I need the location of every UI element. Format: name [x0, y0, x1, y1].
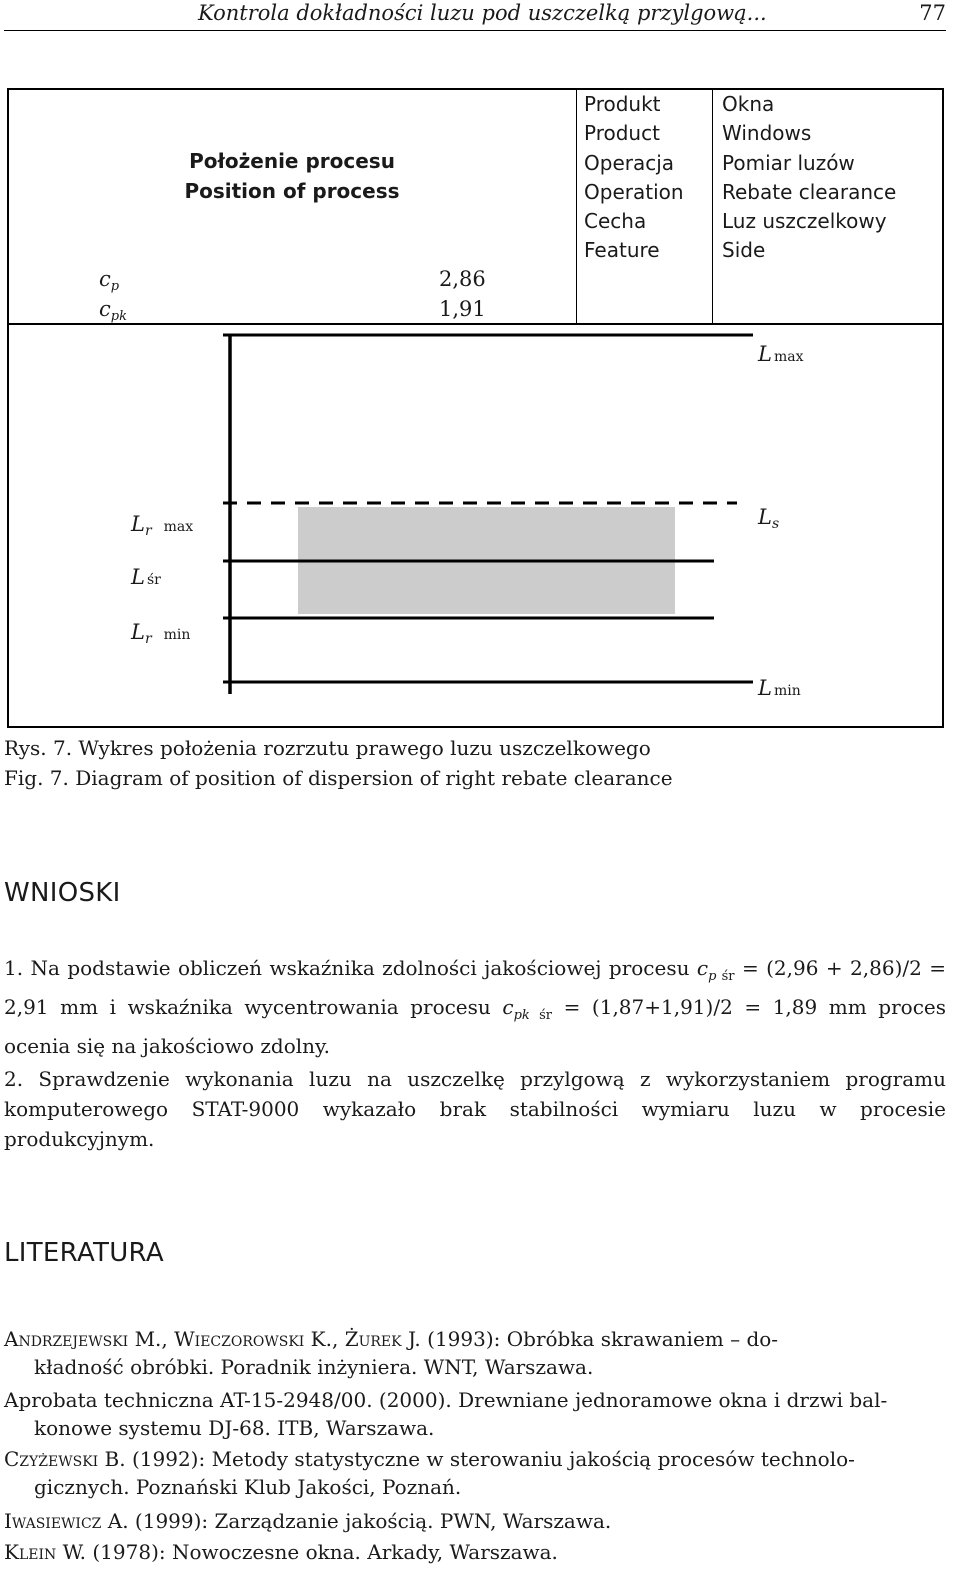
col2-row-4: Rebate clearance [722, 179, 897, 204]
col2-row-5: Luz uszczelkowy [722, 209, 887, 234]
col1-row-1: Produkt [584, 92, 661, 116]
windows-measurement-column [722, 90, 896, 266]
page-number: 77 [919, 1, 946, 25]
l-s-label: Ls [758, 505, 780, 532]
running-head [4, 0, 946, 26]
cpk-value: 1,91 [439, 297, 486, 321]
section-heading-conclusions: WNIOSKI [4, 878, 121, 908]
col2-row-3: Pomiar luzów [722, 150, 855, 175]
position-title-pl: Położenie procesu [189, 149, 395, 173]
reference-item: Aprobata techniczna AT-15-2948/00. (2000). Drewniane jednoramowe okna i drzwi bal- konowe systemu DJ-68. ITB, Warszawa. [4, 1388, 888, 1440]
figure-7 [7, 88, 944, 728]
cp-label: $c_p$ [99, 267, 120, 294]
l-r-min-label: Lr min [131, 620, 191, 647]
figure-caption-pl: Rys. 7. Wykres położenia rozrzutu prawego luzu uszczelkowego [4, 736, 651, 760]
table-divider-2 [712, 90, 713, 323]
reference-item: Klein W. (1978): Nowoczesne okna. Arkady, Warszawa. [4, 1540, 558, 1564]
product-operation-feature-column [584, 90, 684, 266]
running-title: Kontrola dokładności luzu pod uszczelką przylgową... [198, 1, 767, 25]
l-r-max-label: Lr max [131, 512, 194, 539]
table-divider-1 [576, 90, 577, 323]
reference-item: Andrzejewski M., Wieczorowski K., Żurek J. (1993): Obróbka skrawaniem – do- kładność obróbki. Poradnik inżyniera. WNT, Warszawa. [4, 1327, 779, 1379]
col1-row-5: Cecha [584, 209, 647, 234]
col1-row-2: Product [584, 121, 660, 146]
col2-row-6: Side [722, 238, 766, 263]
header-rule [4, 30, 946, 31]
position-title-en: Position of process [184, 179, 400, 203]
conclusion-paragraph-1: 1. Na podstawie obliczeń wskaźnika zdolności jakościowej procesu $c_{p śr} = (2,96 + 2,86)/2 = 2,91$ mm i wskaźnika wycentrowania procesu $c_{pk śr} = (1,87+1,91)/2 = 1,89$ mm proces ocenia się na jakościowo zdolny. [4, 956, 947, 1058]
section-heading-literature: LITERATURA [4, 1238, 164, 1268]
col1-row-6: Feature [584, 238, 660, 263]
l-min-label: Lmin [758, 676, 801, 700]
l-sr-label: Lśr [131, 565, 161, 589]
col2-row-1: Okna [722, 92, 775, 116]
position-of-process-title [159, 146, 425, 206]
cp-value: 2,86 [439, 267, 486, 291]
col1-row-3: Operacja [584, 150, 675, 175]
col2-row-2: Windows [722, 121, 812, 146]
l-max-label: Lmax [758, 342, 804, 366]
conclusion-paragraph-2: 2. Sprawdzenie wykonania luzu na uszczelkę przylgową z wykorzystaniem programu komputerowego STAT-9000 wykazało brak stabilności wymiaru luzu w procesie produkcyjnym. [4, 1067, 946, 1151]
col1-row-4: Operation [584, 179, 684, 204]
reference-item: Czyżewski B. (1992): Metody statystyczne w sterowaniu jakością procesów technolo- gicznych. Poznański Klub Jakości, Poznań. [4, 1447, 855, 1499]
figure-caption-en: Fig. 7. Diagram of position of dispersion of right rebate clearance [4, 766, 673, 790]
reference-item: Iwasiewicz A. (1999): Zarządzanie jakością. PWN, Warszawa. [4, 1509, 612, 1533]
cpk-label: $c_{pk}$ [99, 297, 127, 324]
